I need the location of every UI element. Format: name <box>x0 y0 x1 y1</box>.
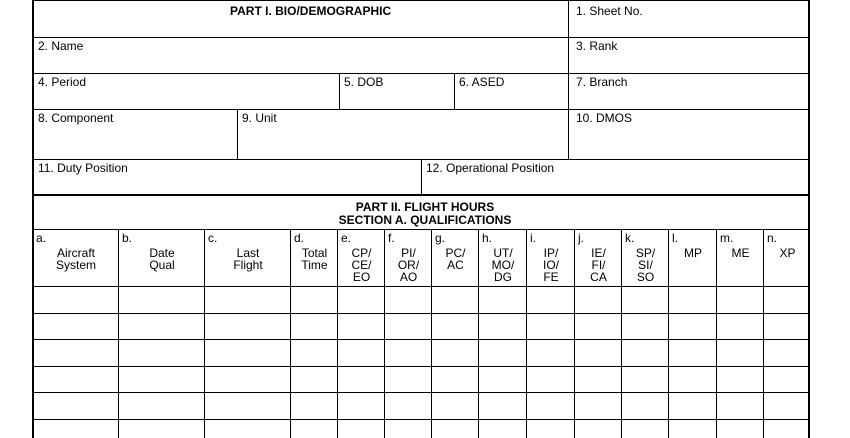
column-divider <box>763 229 764 438</box>
column-header: SP/ SI/ SO <box>635 246 656 284</box>
table-cell[interactable] <box>433 287 478 313</box>
table-cell[interactable] <box>339 314 384 339</box>
table-cell[interactable] <box>386 314 431 339</box>
ased-field[interactable] <box>455 88 566 108</box>
table-cell[interactable] <box>670 393 716 419</box>
table-cell[interactable] <box>339 340 384 366</box>
column-divider <box>431 229 432 438</box>
table-cell[interactable] <box>670 340 716 366</box>
table-cell[interactable] <box>386 367 431 392</box>
column-header: UT/ MO/ DG <box>491 246 515 284</box>
column-divider <box>118 229 119 438</box>
table-cell[interactable] <box>718 314 763 339</box>
table-cell[interactable] <box>120 314 204 339</box>
table-cell[interactable] <box>670 287 716 313</box>
column-header: PI/ OR/ AO <box>397 246 420 284</box>
table-cell[interactable] <box>670 314 716 339</box>
part1-title: PART I. BIO/DEMOGRAPHIC <box>230 4 392 18</box>
table-cell[interactable] <box>339 287 384 313</box>
table-cell[interactable] <box>34 393 118 419</box>
column-divider <box>384 229 385 438</box>
table-cell[interactable] <box>433 367 478 392</box>
table-cell[interactable] <box>623 314 668 339</box>
table-cell[interactable] <box>623 287 668 313</box>
table-cell[interactable] <box>480 340 526 366</box>
column-header: IE/ FI/ CA <box>590 246 607 284</box>
column-letter: j. <box>578 231 584 245</box>
rule-duty-operational <box>421 159 422 194</box>
dmos-field[interactable] <box>570 124 808 158</box>
column-letter: c. <box>208 231 218 245</box>
table-cell[interactable] <box>386 393 431 419</box>
table-cell[interactable] <box>120 340 204 366</box>
table-cell[interactable] <box>433 393 478 419</box>
branch-field[interactable] <box>570 88 808 108</box>
rule-component-unit <box>237 109 238 159</box>
column-header: Date Qual <box>149 246 175 272</box>
duty-position-label: 11. Duty Position <box>38 161 128 175</box>
table-cell[interactable] <box>339 420 384 438</box>
table-cell[interactable] <box>480 420 526 438</box>
rule-row2 <box>32 73 810 74</box>
table-cell[interactable] <box>718 340 763 366</box>
table-cell[interactable] <box>34 420 118 438</box>
table-cell[interactable] <box>292 393 337 419</box>
table-cell[interactable] <box>292 367 337 392</box>
section-a-title: SECTION A. QUALIFICATIONS <box>338 213 512 227</box>
period-field[interactable] <box>34 88 338 108</box>
table-cell[interactable] <box>34 314 118 339</box>
table-cell[interactable] <box>623 420 668 438</box>
table-cell[interactable] <box>480 314 526 339</box>
table-cell[interactable] <box>623 340 668 366</box>
column-header: Last Flight <box>233 246 263 272</box>
table-cell[interactable] <box>339 367 384 392</box>
table-cell[interactable] <box>623 393 668 419</box>
column-header: ME <box>731 246 750 260</box>
table-cell[interactable] <box>206 340 290 366</box>
table-cell[interactable] <box>292 314 337 339</box>
table-cell[interactable] <box>765 393 810 419</box>
rule-row3 <box>32 109 810 110</box>
table-cell[interactable] <box>765 314 810 339</box>
column-divider <box>574 229 575 438</box>
table-cell[interactable] <box>623 367 668 392</box>
sheet-no-field[interactable] <box>570 18 808 36</box>
rule-section-header <box>32 229 810 230</box>
column-divider <box>204 229 205 438</box>
operational-position-label: 12. Operational Position <box>426 161 555 175</box>
rule-row1 <box>32 37 810 38</box>
table-cell[interactable] <box>292 340 337 366</box>
table-cell[interactable] <box>339 393 384 419</box>
table-cell[interactable] <box>34 340 118 366</box>
table-cell[interactable] <box>206 393 290 419</box>
column-letter: f. <box>388 231 395 245</box>
part2-title: PART II. FLIGHT HOURS <box>355 200 495 214</box>
rule-dob-ased <box>454 73 455 109</box>
top-border <box>32 0 810 1</box>
table-cell[interactable] <box>765 367 810 392</box>
ased-label: 6. ASED <box>459 75 505 89</box>
table-cell[interactable] <box>206 420 290 438</box>
duty-position-field[interactable] <box>34 175 420 193</box>
period-label: 4. Period <box>38 75 87 89</box>
unit-label: 9. Unit <box>242 111 277 125</box>
column-header: CP/ CE/ EO <box>351 246 372 284</box>
table-cell[interactable] <box>34 287 118 313</box>
table-cell[interactable] <box>528 340 574 366</box>
name-field[interactable] <box>34 52 566 72</box>
component-label: 8. Component <box>38 111 114 125</box>
column-letter: e. <box>341 231 352 245</box>
table-cell[interactable] <box>433 340 478 366</box>
table-cell[interactable] <box>718 393 763 419</box>
table-cell[interactable] <box>433 420 478 438</box>
column-letter: k. <box>625 231 635 245</box>
table-cell[interactable] <box>206 287 290 313</box>
column-letter: h. <box>482 231 493 245</box>
column-header: Aircraft System <box>55 246 96 272</box>
table-cell[interactable] <box>576 420 621 438</box>
table-cell[interactable] <box>292 287 337 313</box>
table-cell[interactable] <box>386 420 431 438</box>
column-letter: l. <box>672 231 678 245</box>
rule-part-divider <box>32 194 810 196</box>
table-cell[interactable] <box>576 367 621 392</box>
table-cell[interactable] <box>765 287 810 313</box>
sheet-no-label: 1. Sheet No. <box>576 4 643 18</box>
rule-right-column <box>568 0 569 159</box>
table-cell[interactable] <box>480 367 526 392</box>
rank-field[interactable] <box>570 52 808 72</box>
column-letter: m. <box>720 231 734 245</box>
column-divider <box>621 229 622 438</box>
column-letter: d. <box>294 231 305 245</box>
table-cell[interactable] <box>576 287 621 313</box>
dmos-label: 10. DMOS <box>576 111 633 125</box>
name-label: 2. Name <box>38 39 84 53</box>
table-cell[interactable] <box>292 420 337 438</box>
table-cell[interactable] <box>528 287 574 313</box>
column-header: MP <box>684 246 702 260</box>
column-divider <box>716 229 717 438</box>
table-cell[interactable] <box>576 340 621 366</box>
column-letter: a. <box>36 231 47 245</box>
table-cell[interactable] <box>480 393 526 419</box>
table-cell[interactable] <box>765 340 810 366</box>
column-header: IP/ IO/ FE <box>542 246 559 284</box>
table-cell[interactable] <box>120 393 204 419</box>
operational-position-field[interactable] <box>422 175 808 193</box>
table-cell[interactable] <box>34 367 118 392</box>
table-cell[interactable] <box>718 367 763 392</box>
table-cell[interactable] <box>528 393 574 419</box>
column-letter: g. <box>435 231 446 245</box>
column-header: Total Time <box>301 246 328 272</box>
column-letter: b. <box>122 231 133 245</box>
table-cell[interactable] <box>670 367 716 392</box>
table-cell[interactable] <box>480 287 526 313</box>
table-cell[interactable] <box>528 314 574 339</box>
table-cell[interactable] <box>120 367 204 392</box>
table-cell[interactable] <box>433 314 478 339</box>
table-cell[interactable] <box>670 420 716 438</box>
column-divider <box>290 229 291 438</box>
table-cell[interactable] <box>528 367 574 392</box>
table-cell[interactable] <box>718 287 763 313</box>
table-cell[interactable] <box>576 314 621 339</box>
unit-field[interactable] <box>238 124 566 158</box>
component-field[interactable] <box>34 124 236 158</box>
branch-label: 7. Branch <box>576 75 628 89</box>
rule-period-dob <box>339 73 340 109</box>
table-cell[interactable] <box>206 367 290 392</box>
column-header: XP <box>779 246 796 260</box>
column-letter: n. <box>767 231 778 245</box>
column-divider <box>668 229 669 438</box>
rank-label: 3. Rank <box>576 39 618 53</box>
table-cell[interactable] <box>765 420 810 438</box>
table-cell[interactable] <box>386 340 431 366</box>
dob-field[interactable] <box>340 88 453 108</box>
table-cell[interactable] <box>206 314 290 339</box>
column-letter: i. <box>530 231 536 245</box>
table-cell[interactable] <box>528 420 574 438</box>
table-cell[interactable] <box>386 287 431 313</box>
table-cell[interactable] <box>718 420 763 438</box>
column-header: PC/ AC <box>445 246 466 272</box>
column-divider <box>526 229 527 438</box>
column-divider <box>337 229 338 438</box>
column-divider <box>478 229 479 438</box>
dob-label: 5. DOB <box>344 75 384 89</box>
table-cell[interactable] <box>120 287 204 313</box>
table-cell[interactable] <box>576 393 621 419</box>
table-cell[interactable] <box>120 420 204 438</box>
